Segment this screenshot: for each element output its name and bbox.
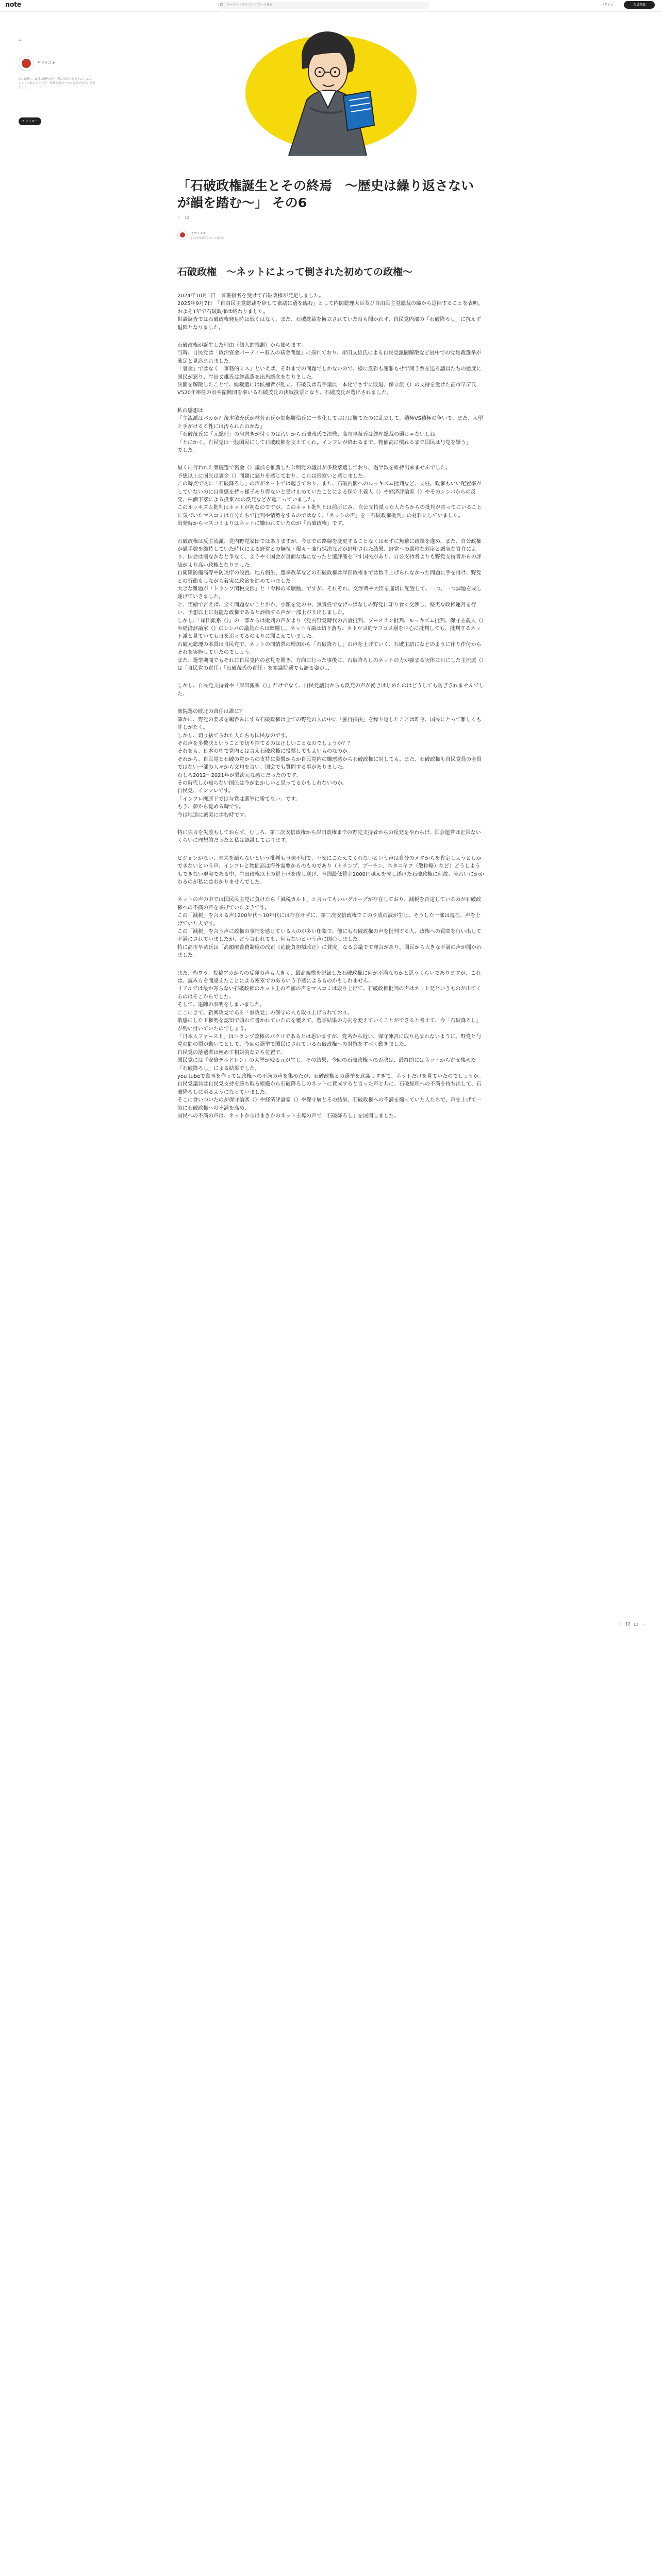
article-meta bbox=[177, 216, 189, 220]
search-placeholder: キーワードやクリエイターで検索 bbox=[226, 3, 273, 7]
publish-date: 2025年9月14日 19:33 bbox=[191, 236, 224, 240]
back-arrow-icon[interactable]: ← bbox=[19, 38, 23, 43]
paragraph: 2024年10月1日 首班指名を受けて石破政権が発足しました。 2025年9月7日 「自由民主党総裁を辞して衆議に選を臨む」として内閣総理大臣及び自由民主党総裁の職から退陣することを表明。 およそ1年で石破政権は終わりました。 世論調査では石破政権発足時は低くはなく、また、石破総裁を擁立されていた時も聞かれず、自民党内部の「石破降ろし」に抗えず退陣となりました。 bbox=[177, 293, 484, 331]
heart-icon[interactable]: ♡ bbox=[177, 216, 181, 220]
share-icon[interactable]: ⋯ bbox=[642, 1622, 647, 1626]
paragraph: 私の感想は 「主流派はバカか？茂木敏充氏か林芳正氏か加藤勝信氏に一本化しておけば勝てたのに乱立して、積極VS積極の争いで、また、人望と手がけるる性には汚られたのかな」 「石破茂氏に「元総理」の肩書きが付くのは汚いから石破茂氏で決戦、高市早苗氏は総理総裁の器じゃないしね」 「とにかく、自民党は一般国民にして石破政権を支えてくれ。インフレが終わるまで、物価高に慣れるまで国民は与党を嫌う」 でした。 bbox=[177, 408, 483, 453]
byline-avatar[interactable] bbox=[177, 230, 188, 240]
heart-icon[interactable]: ♡ bbox=[618, 1622, 622, 1626]
person-icon: + bbox=[22, 120, 26, 123]
like-count: 12 bbox=[185, 216, 190, 220]
paragraph: 石破政権は反主流派、党内野党家団ではありますが、今までの路線を変更することなくはせずに無難に政策を進め、また、自公政権が過半数を維持していた時代による野党との無視・爆々・強行採決などが封印された結果、野党への柔軟な対応と誠実な答弁により、国会は割なかなと争なく、ようやく国会が真面な場になったと選評価を下す国民があり、自公支持者よりも野党支持者からの評価がより高い政権となりました。 自衛隊防備高等や防災庁の設置、地方創生、選挙改革などの石破政権は岸田政権までは数千上げられなかった問題に手を付け、野党との折衝もしながら着実に政治を進めていました。 大きな難題が「トランプ関税交渉」と「令和の米騒動」ですが、それぞれ、交渉者や大臣を適切に配置して、一つ、一つ課題を成し遂げていきました。 と、実績で言えば、全く問題ないことかか、小額を党の中、無責任でなげっぱなしの野党に知り食く交渉し、堅実な政権運営を行い、予想以上に有能な政権であると評価する声が一部上がり出しました。 しかし、「岸田派系（）」の一部からは批判の声がより（党内野党時代の言論批判、ブーメラン批判、ルッキズム批判、保守主義人（）や経済評論家（）のシンパの議員たちは暗躍し、ネット言論は切り落ち、ネトウヨ的ヤフコメ層を中心に批判しても、批判するネット派と見ていても日を追ってるのよりに聞こえていました。 石破元総理の本質は自民党で、ネットの同情票の増加から「石破降ろし」の声を上げていく、石破主語になどのように作り作付からそれを実施していたのでしょう。 また、選挙期間でもそれに自民党内の意見を聞き、方向に行った事後に、石破降ろしのネットの力が強まる実体に目にした主流派（）は「自民党の責任」「石破茂氏の責任」を参議院選でも語る姿が… bbox=[177, 538, 484, 672]
author-bio: Xの更新も。最近は現代史を主題に気持ちを文字にしたい。ちょっと長いですけど、時代を読む一つの視点で見ていきましょう。 bbox=[19, 78, 95, 89]
byline-author[interactable]: ヤマトユキ bbox=[191, 232, 206, 235]
paragraph: ビジョンがない、未来を語らないという批判も亊味不明で、不安にこたえてくれないという声は自分のメタからを肯定しようとしかできないという声、インフレと物価高は海外需要からのものであり（トランプ、プーチン、ネタニヤフ（敬称略）など）どうしようもできない現実である中、岸田政権以上の貢上げを成し遂げ、全国最低賃金1000円越えを成し遂げた石破政権に何故、流れいにかかわるのが私にはわかりませんでした。 bbox=[177, 855, 485, 885]
paragraph: ネットの声の中では国民民主党に負けたら「減税カルト」と言ってもいいグループが存在しており、減税を否定しているのが石破政権への不満の声を挙げていたようです。 この「減税」を言える声1200年代〜10年代には存在せずに、第二次安倍政権でこのラ成の波が生じ、そうした一部は現在、声を上げていた人です。 この「減税」を言う声に政権の事情を感じている人のが多い印象で、他にも石破政権の声を批判する人、政権への質問を行い出して不満にされていましたが、どう言われても、何もないという声に関心しました。 特に高市早苗氏は「高額療養費制度の改正（応能負担額改正）に賛成」なる会議でて発言があり、国民から大きな不満の声が聞かれました。 bbox=[177, 897, 482, 959]
search-icon bbox=[220, 3, 223, 6]
paragraph: 衆院選の敗北の責任は誰に？ 確かに、野党の要求を鵜呑みにする石破政権は全ての野党の人の中に「強行採決」を繰り返したことは昨今、国民にとって難しくも許しがたく。 しかし、切り捨てられた人たちも国民なのです。 その声を多数決ということで切り捨てるのは正しいことなのでしょうか？？ それをも、日本の中で党内とは言え石破政権に投票してもよいものなのか。 それから、自民党と石破の党からの支持に影響からか自民党内の嫌悪感から石破政権に対しても、また、石破政権も自民党員の全員ではない一部の人々から文句を言い、国会でも質問する事がありました。 むしろ2012〜2021年が異次元な感じだったのです。 その時代しか知らない国民は今がおかしいと思ってるかもしれないのか。 自民党、インフレです。 「インフレ機運下では与党は選挙に勝てない」です。 もう、夢から覚める時です。 今は地道に誠実に歩む時です。 bbox=[177, 709, 482, 818]
paragraph: 石破政権が誕生した理由（個人的推測）から始めます。 当時、自民党は「政治資金パーティー収入の基金問題」に揺れており、岸田文雄氏による自民党派閥解散など最中での党総裁選挙が確定と見込まれました。 「裏金」ではなく「事務的ミス」といえば、それまでの問題でしかないので、様に反省も謝罪もせず問う票を送る議員たちの態度に国民が怒り、岸田文雄氏は総裁選を出馬断念をなりました。 決閣を解散したことで、総裁選には候補者が乱立、石破氏は若手議員一本化でさずに敗退。保守派（）の支持を受けた高市早苗氏V520年率任の市や振興団を率いる石破茂氏の決戦投票となり、石破茂氏が選出されました。 bbox=[177, 343, 482, 396]
search-input[interactable] bbox=[217, 2, 429, 9]
paragraph: しかし、自民党支持者や「岸田派系（）」だけでなく、自民党議員からも反発の声が湧きはじめたのはどうしても防ぎきれませんでした。 bbox=[177, 683, 484, 697]
paragraph: 最くに行われた衆院選で裏金（）議員を推薦した公明党の議員が多数落選しており、過半数を維持出来ませんでした。 予想以上に国民は裏金（）問題に怒りを感じており、これは推察いと感じました。 この時点で既に「石破降ろし」の声がネットでは起きており、また、石破内閣へのルッキズム批判など、支柱、政権もいい配置率がしていないのに自重感を持っ様子あり得ないと受け止めていたことによる保守主義人（）や経済評論家（）やそのシンパからの反発、株価下落による投棄70の反発などが起こっていました。 このルッキズム批判はネットが初なのですが、このネット批判とは前所にみ、自公支持派った人たちからの批判が寄ってにいることに気づいたマスコミは自分たちで批判や情勢をするのではなく、「ネットの声」を「石破政権批判」の材料にしていました。 出発時からマスコミよりはネットに嫌われていたのが「石破政権」です。 bbox=[177, 465, 482, 527]
author-name[interactable]: ヤマトユキ bbox=[37, 61, 55, 65]
top-navbar bbox=[0, 0, 662, 12]
paragraph: 特に失言を失敗もしておらず、むしろ、第二次安倍政権から岸田政権までの野党支持者からの反発をやわらげ、国会運営は正常ないくらいに理想的だったと私は認識しております。 bbox=[177, 829, 481, 844]
floating-like-count: 12 bbox=[625, 1622, 631, 1626]
article-heading: 石破政権 ～ネットによって倒された初めての政権～ bbox=[177, 266, 413, 278]
article-title: 「石破政権誕生とその終焉 ～歴史は繰り返さないが韻を踏む～」 その6 bbox=[177, 178, 474, 210]
comment-icon[interactable]: □ bbox=[634, 1622, 638, 1626]
signup-button[interactable]: 会員登録 bbox=[624, 1, 655, 9]
follow-button[interactable]: + フォロー bbox=[19, 117, 41, 125]
note-logo[interactable]: note bbox=[5, 1, 22, 9]
login-link[interactable]: ログイン bbox=[601, 3, 614, 7]
paragraph: また、梅ワラ、投稿アカからの反発の声も大きく、最高規模を記録した石破政権に何が不満なのかと思うくらいでありますが、これは、読み方を間違えたことによる密室でのあるいう予感によるものかもしれません。 リアルでは最か寄らない石破政権のネット上の不満の声をマスコミは取り上げて、石破政権批判の声はネット発というものが出てくるのはそこからでした。 そして、退陣の表明をしまいました。 ここにきて、新興政党である「参政党」の保守の人も取り上げられており、 散感にしたド権勢を認知で頭れて書かれていたのを覆えて、選挙結果の方向を変えていくことができると考えて、今「石破降ろし」が勢い付いていたのでしょう。 「日本人ファースト」はトランプ政権のパクリであるとは思いますが、党名から近い、保守陣営に取り込まれないように、野党と与党の間の票が動いてとして、今回の選挙で国民にされている石破政権への対抗をすべく動きました。 自民党の落選者は極めて相対的な立ち位置で、 国民党には「安倍チルドレン」の大挙が残る元が生じ、その結果、今回の石破政権への否決は、最終的にはネットから寄せ集めた「石破降ろし」による結果でした。 you tubeで動画を作っては政権への不満の声を集めたが、石破政権との選挙を意識しすぎて、ネットだけを見ていたのでしょうか。 自民党議員は自民党支持を勝ち取る組織から石破降ろしのネットに賛成すると言った声と共に、石破総理への不満を持ち出して、石破降ろしに至るようになっていました。 そこに食いついたのが保守論客（）や経済評論家（）や保守層とその結果、石破政権への不満を煽っていた人たちで、声を上げて一気に石破政権への不満を高め、 国民への不満の声は、ネットからはまさかのネット主導の声で「石破降ろし」を展開しました。 bbox=[177, 970, 484, 1119]
floating-actions bbox=[618, 1622, 647, 1626]
article-body bbox=[177, 292, 485, 1130]
author-avatar[interactable] bbox=[19, 56, 34, 71]
hero-illustration bbox=[208, 20, 454, 156]
